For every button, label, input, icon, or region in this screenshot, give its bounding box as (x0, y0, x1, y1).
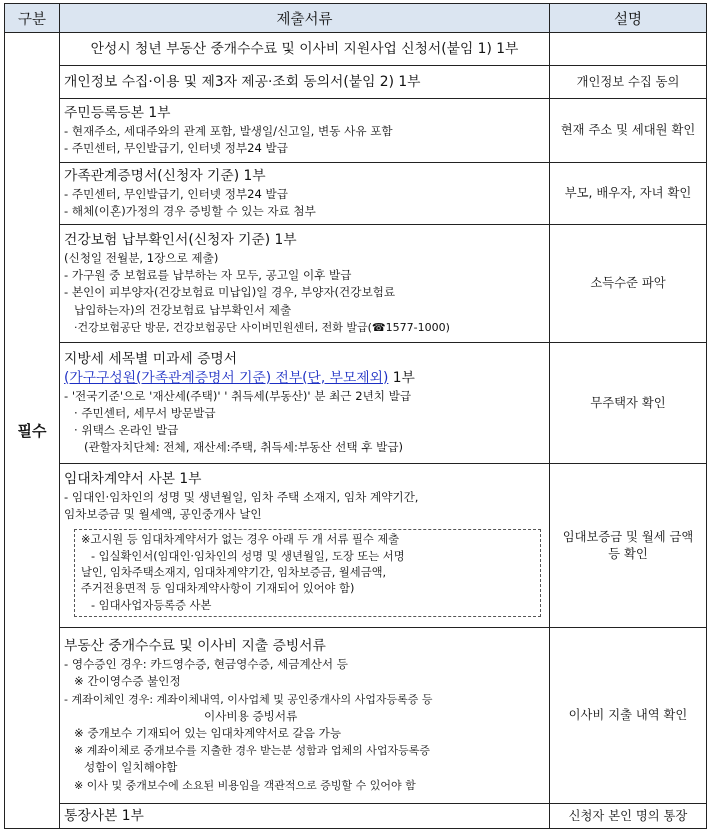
document-detail: ※ 간이영수증 불인정 (74, 674, 181, 689)
table-row (5, 343, 707, 464)
document-title: 임대차계약서 사본 1부 (64, 470, 202, 487)
table-row (5, 628, 707, 804)
document-title: 지방세 세목별 미과세 증명서 (64, 350, 238, 367)
document-detail: ※ 계좌이체로 중개보수를 지출한 경우 받는분 성함과 업체의 사업자등록증 (74, 744, 430, 758)
document-cell (60, 66, 550, 99)
document-cell (60, 343, 550, 464)
table-row (5, 66, 707, 99)
document-detail: - 현재주소, 세대주와의 관계 포함, 발생일/신고일, 변동 사유 포함 (64, 123, 393, 138)
description-cell: 소득수준 파악 (550, 225, 707, 343)
table-row (5, 99, 707, 163)
document-cell (60, 99, 550, 163)
document-detail: ※ 이사 및 중개보수에 소요된 비용임을 객관적으로 증빙할 수 있어야 함 (74, 778, 416, 792)
document-title-highlight: (가구구성원(가족관계증명서 기준) 전부(단, 부모제외) (64, 369, 389, 386)
notice-line: - 입실확인서(임대인·임차인의 성명 및 생년월일, 도장 또는 서명 (91, 549, 405, 563)
table-row (5, 33, 707, 66)
document-cell (60, 225, 550, 343)
document-title: 안성시 청년 부동산 중개수수료 및 이사비 지원사업 신청서(붙임 1) 1부 (90, 40, 519, 57)
document-detail: - 영수증인 경우: 카드영수증, 현금영수증, 세금계산서 등 (64, 657, 348, 672)
document-detail: (관할자치단체: 전체, 재산세:주택, 취득세:부동산 선택 후 발급) (84, 440, 404, 455)
table-row (5, 225, 707, 343)
document-detail: - 주민센터, 무인발급기, 인터넷 정부24 발급 (64, 186, 288, 201)
document-cell (60, 464, 550, 628)
document-detail: 성함이 일치해야함 (84, 760, 178, 775)
document-detail: - 주민센터, 무인발급기, 인터넷 정부24 발급 (64, 141, 288, 155)
document-detail: - 본인이 피부양자(건강보험료 미납입)일 경우, 부양자(건강보험료 (64, 285, 396, 300)
document-title: 개인정보 수집·이용 및 제3자 제공·조회 동의서(붙임 2) 1부 (64, 73, 421, 90)
notice-box (74, 529, 541, 617)
header-category: 구분 (5, 4, 60, 33)
document-title: 가족관계증명서(신청자 기준) 1부 (64, 167, 266, 184)
document-detail: ·건강보험공단 방문, 건강보험공단 사이버민원센터, 전화 발급(☎1577-1000) (74, 320, 450, 334)
table-row (5, 163, 707, 225)
document-detail: · 주민센터, 세무서 방문발급 (74, 405, 216, 420)
notice-line: ※고시원 등 임대차계약서가 없는 경우 아래 두 개 서류 필수 제출 (81, 533, 400, 547)
document-cell (60, 163, 550, 225)
category-cell: 필수 (5, 33, 60, 829)
description-cell: 현재 주소 및 세대원 확인 (550, 99, 707, 163)
document-detail: - 계좌이체인 경우: 계좌이체내역, 이사업체 및 공인중개사의 사업자등록증 등 (64, 692, 433, 706)
description-cell: 임대보증금 및 월세 금액 등 확인 (550, 464, 707, 628)
document-detail: 이사비용 증빙서류 (204, 708, 298, 723)
notice-line: - 임대사업자등록증 사본 (91, 598, 212, 612)
document-detail: - '전국기준'으로 '재산세(주택)' ' 취득세(부동산)' 분 최근 2년치 발급 (64, 388, 412, 403)
document-detail: 납입하는자)의 건강보험료 납부확인서 제출 (74, 302, 292, 317)
document-title-suffix: 1부 (388, 369, 415, 386)
description-cell: 신청자 본인 명의 통장 (550, 804, 707, 829)
document-title: 건강보험 납부확인서(신청자 기준) 1부 (64, 231, 297, 248)
document-detail: 임차보증금 및 월세액, 공인중개사 날인 (64, 506, 262, 521)
description-cell: 무주택자 확인 (550, 343, 707, 464)
header-documents: 제출서류 (60, 4, 550, 33)
document-detail: (신청일 전월분, 1장으로 제출) (64, 250, 219, 265)
document-cell (60, 804, 550, 829)
document-title: 주민등록등본 1부 (64, 104, 171, 121)
description-cell: 개인정보 수집 동의 (550, 66, 707, 99)
document-detail: - 임대인·임차인의 성명 및 생년월일, 임차 주택 소재지, 임차 계약기간, (64, 489, 419, 504)
document-detail: · 위택스 온라인 발급 (74, 423, 179, 437)
description-cell (550, 33, 707, 66)
table-header-row (5, 4, 707, 33)
document-title-line2 (64, 369, 545, 388)
document-title: 부동산 중개수수료 및 이사비 지출 증빙서류 (64, 638, 326, 655)
required-documents-table (4, 3, 707, 829)
document-title: 통장사본 1부 (64, 807, 144, 824)
notice-line: 주거전용면적 등 임대차계약사항이 기재되어 있어야 함) (81, 582, 355, 596)
document-detail: ※ 중개보수 기재되어 있는 임대차계약서로 갈음 가능 (74, 726, 342, 740)
document-cell (60, 628, 550, 804)
notice-line: 날인, 임차주택소재지, 임대차계약기간, 임차보증금, 월세금액, (81, 566, 387, 579)
header-description: 설명 (550, 4, 707, 33)
table-row (5, 804, 707, 829)
table-row (5, 464, 707, 628)
description-cell: 이사비 지출 내역 확인 (550, 628, 707, 804)
document-detail: - 가구원 중 보험료를 납부하는 자 모두, 공고일 이후 발급 (64, 268, 352, 283)
document-detail: - 해체(이혼)가정의 경우 증빙할 수 있는 자료 첨부 (64, 204, 316, 218)
description-cell: 부모, 배우자, 자녀 확인 (550, 163, 707, 225)
document-cell (60, 33, 550, 66)
